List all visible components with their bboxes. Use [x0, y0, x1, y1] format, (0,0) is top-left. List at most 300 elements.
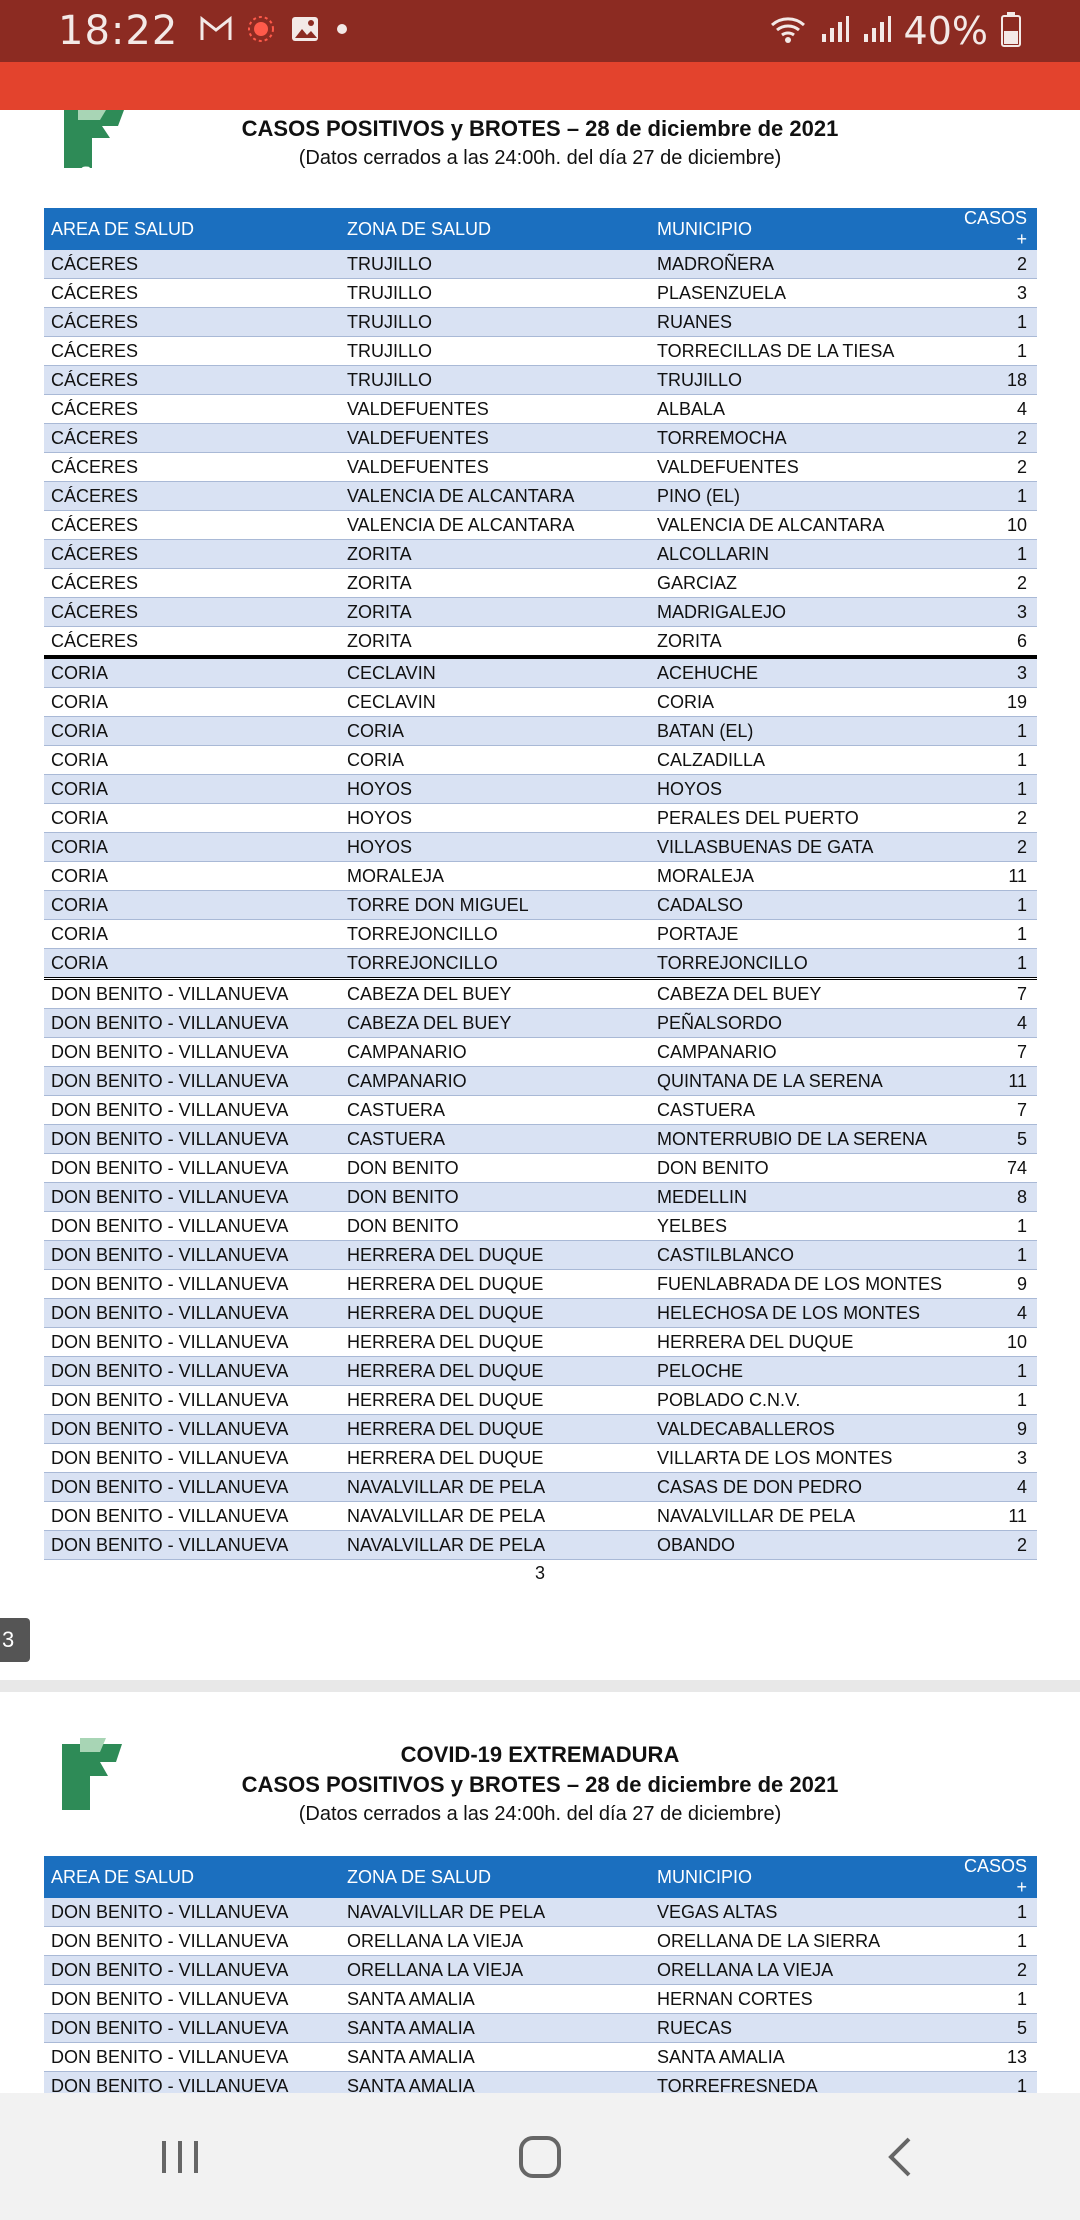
zona-cell: HOYOS [340, 775, 650, 804]
area-cell: DON BENITO - VILLANUEVA [44, 1985, 340, 2014]
area-cell: DON BENITO - VILLANUEVA [44, 1357, 340, 1386]
casos-cell: 11 [946, 1067, 1037, 1096]
page-title: CASOS POSITIVOS y BROTES – 28 de diciembre de 2021 [241, 1772, 839, 1797]
municipio-cell: POBLADO C.N.V. [650, 1386, 946, 1415]
area-cell: DON BENITO - VILLANUEVA [44, 979, 340, 1009]
municipio-cell: OBANDO [650, 1531, 946, 1560]
table-row [44, 891, 1037, 920]
zona-cell: CORIA [340, 717, 650, 746]
area-cell: CORIA [44, 833, 340, 862]
column-header: AREA DE SALUD [44, 208, 340, 250]
zona-cell: HERRERA DEL DUQUE [340, 1415, 650, 1444]
zona-cell: CORIA [340, 746, 650, 775]
casos-cell: 1 [946, 482, 1037, 511]
area-cell: CORIA [44, 920, 340, 949]
table-row [44, 775, 1037, 804]
area-cell: CÁCERES [44, 366, 340, 395]
table-row [44, 979, 1037, 1009]
casos-cell: 2 [946, 424, 1037, 453]
table-row [44, 424, 1037, 453]
area-cell: CORIA [44, 688, 340, 717]
table-row [44, 511, 1037, 540]
casos-cell: 1 [946, 775, 1037, 804]
back-button[interactable] [860, 2117, 940, 2197]
municipio-cell: PINO (EL) [650, 482, 946, 511]
zona-cell: TORREJONCILLO [340, 920, 650, 949]
table-row [44, 1473, 1037, 1502]
area-cell: DON BENITO - VILLANUEVA [44, 1299, 340, 1328]
app-toolbar [0, 62, 1080, 110]
table-row [44, 1299, 1037, 1328]
home-button[interactable] [500, 2117, 580, 2197]
table-row [44, 1985, 1037, 2014]
column-header: CASOS + [946, 208, 1037, 250]
table-row [44, 862, 1037, 891]
table-row [44, 1386, 1037, 1415]
page-indicator-badge[interactable]: 3 [0, 1618, 30, 1662]
municipio-cell: BATAN (EL) [650, 717, 946, 746]
casos-cell: 2 [946, 804, 1037, 833]
cases-table [44, 208, 1037, 1560]
area-cell: DON BENITO - VILLANUEVA [44, 1502, 340, 1531]
casos-cell: 1 [946, 949, 1037, 979]
table-row [44, 688, 1037, 717]
logo-text: SES [80, 163, 117, 182]
table-header-row [44, 208, 1037, 250]
casos-cell: 4 [946, 1009, 1037, 1038]
zona-cell: CASTUERA [340, 1096, 650, 1125]
municipio-cell: TORREJONCILLO [650, 949, 946, 979]
zona-cell: DON BENITO [340, 1183, 650, 1212]
column-header: MUNICIPIO [650, 1856, 946, 1898]
table-row [44, 337, 1037, 366]
zona-cell: HERRERA DEL DUQUE [340, 1328, 650, 1357]
casos-cell: 5 [946, 2014, 1037, 2043]
municipio-cell: ACEHUCHE [650, 657, 946, 688]
municipio-cell: FUENLABRADA DE LOS MONTES [650, 1270, 946, 1299]
municipio-cell: VILLASBUENAS DE GATA [650, 833, 946, 862]
casos-cell: 2 [946, 569, 1037, 598]
casos-cell: 8 [946, 1183, 1037, 1212]
table-row [44, 1531, 1037, 1560]
area-cell: CORIA [44, 891, 340, 920]
municipio-cell: PEÑALSORDO [650, 1009, 946, 1038]
area-cell: CÁCERES [44, 308, 340, 337]
municipio-cell: VALDECABALLEROS [650, 1415, 946, 1444]
table-row [44, 1357, 1037, 1386]
zona-cell: TRUJILLO [340, 279, 650, 308]
casos-cell: 4 [946, 1299, 1037, 1328]
zona-cell: CABEZA DEL BUEY [340, 979, 650, 1009]
gmail-icon [200, 16, 232, 46]
table-row [44, 1067, 1037, 1096]
casos-cell: 18 [946, 366, 1037, 395]
area-cell: DON BENITO - VILLANUEVA [44, 1531, 340, 1560]
table-row [44, 746, 1037, 775]
casos-cell: 1 [946, 746, 1037, 775]
zona-cell: HERRERA DEL DUQUE [340, 1386, 650, 1415]
casos-cell: 2 [946, 833, 1037, 862]
municipio-cell: PORTAJE [650, 920, 946, 949]
zona-cell: SANTA AMALIA [340, 1985, 650, 2014]
municipio-cell: MADRIGALEJO [650, 598, 946, 627]
municipio-cell: VALDEFUENTES [650, 453, 946, 482]
table-row [44, 627, 1037, 658]
municipio-cell: CADALSO [650, 891, 946, 920]
zona-cell: NAVALVILLAR DE PELA [340, 1502, 650, 1531]
casos-cell: 5 [946, 1125, 1037, 1154]
page-title: CASOS POSITIVOS y BROTES – 28 de diciembre de 2021 [241, 116, 839, 141]
zona-cell: SANTA AMALIA [340, 2043, 650, 2072]
municipio-cell: MORALEJA [650, 862, 946, 891]
municipio-cell: MEDELLIN [650, 1183, 946, 1212]
casos-cell: 11 [946, 1502, 1037, 1531]
table-row [44, 598, 1037, 627]
zona-cell: NAVALVILLAR DE PELA [340, 1898, 650, 1927]
municipio-cell: HERRERA DEL DUQUE [650, 1328, 946, 1357]
area-cell: DON BENITO - VILLANUEVA [44, 1444, 340, 1473]
zona-cell: TRUJILLO [340, 337, 650, 366]
page-divider [0, 1680, 1080, 1692]
area-cell: CORIA [44, 657, 340, 688]
municipio-cell: HELECHOSA DE LOS MONTES [650, 1299, 946, 1328]
area-cell: CÁCERES [44, 453, 340, 482]
casos-cell: 9 [946, 1270, 1037, 1299]
zona-cell: TORRE DON MIGUEL [340, 891, 650, 920]
casos-cell: 1 [946, 1927, 1037, 1956]
zona-cell: HERRERA DEL DUQUE [340, 1241, 650, 1270]
casos-cell: 1 [946, 1985, 1037, 2014]
zona-cell: CAMPANARIO [340, 1067, 650, 1096]
casos-cell: 1 [946, 1898, 1037, 1927]
area-cell: DON BENITO - VILLANUEVA [44, 1386, 340, 1415]
notification-dot-icon [246, 14, 276, 48]
table-row [44, 1125, 1037, 1154]
zona-cell: HERRERA DEL DUQUE [340, 1444, 650, 1473]
municipio-cell: CABEZA DEL BUEY [650, 979, 946, 1009]
casos-cell: 3 [946, 279, 1037, 308]
zona-cell: HERRERA DEL DUQUE [340, 1299, 650, 1328]
municipio-cell: PLASENZUELA [650, 279, 946, 308]
zona-cell: SANTA AMALIA [340, 2072, 650, 2094]
zona-cell: TRUJILLO [340, 250, 650, 279]
casos-cell: 3 [946, 1444, 1037, 1473]
municipio-cell: MADROÑERA [650, 250, 946, 279]
table-row [44, 366, 1037, 395]
area-cell: CÁCERES [44, 250, 340, 279]
zona-cell: ORELLANA LA VIEJA [340, 1956, 650, 1985]
area-cell: DON BENITO - VILLANUEVA [44, 2014, 340, 2043]
zona-cell: HOYOS [340, 833, 650, 862]
area-cell: DON BENITO - VILLANUEVA [44, 1898, 340, 1927]
table-row [44, 1241, 1037, 1270]
municipio-cell: DON BENITO [650, 1154, 946, 1183]
area-cell: DON BENITO - VILLANUEVA [44, 1067, 340, 1096]
table-row [44, 1956, 1037, 1985]
municipio-cell: VILLARTA DE LOS MONTES [650, 1444, 946, 1473]
column-header: ZONA DE SALUD [340, 1856, 650, 1898]
area-cell: CORIA [44, 717, 340, 746]
recent-apps-button[interactable] [140, 2117, 220, 2197]
cases-table [44, 1856, 1037, 2093]
table-row [44, 540, 1037, 569]
zona-cell: VALDEFUENTES [340, 395, 650, 424]
area-cell: CÁCERES [44, 569, 340, 598]
table-row [44, 1415, 1037, 1444]
column-header: ZONA DE SALUD [340, 208, 650, 250]
area-cell: CÁCERES [44, 337, 340, 366]
table-row [44, 1502, 1037, 1531]
area-cell: DON BENITO - VILLANUEVA [44, 1038, 340, 1067]
municipio-cell: TORREFRESNEDA [650, 2072, 946, 2094]
area-cell: DON BENITO - VILLANUEVA [44, 1415, 340, 1444]
table-row [44, 1183, 1037, 1212]
municipio-cell: PERALES DEL PUERTO [650, 804, 946, 833]
zona-cell: HERRERA DEL DUQUE [340, 1270, 650, 1299]
casos-cell: 1 [946, 717, 1037, 746]
zona-cell: MORALEJA [340, 862, 650, 891]
casos-cell: 2 [946, 453, 1037, 482]
municipio-cell: CORIA [650, 688, 946, 717]
zona-cell: ZORITA [340, 569, 650, 598]
municipio-cell: ZORITA [650, 627, 946, 658]
table-row [44, 2043, 1037, 2072]
area-cell: DON BENITO - VILLANUEVA [44, 2043, 340, 2072]
casos-cell: 1 [946, 540, 1037, 569]
casos-cell: 3 [946, 598, 1037, 627]
casos-cell: 1 [946, 337, 1037, 366]
municipio-cell: SANTA AMALIA [650, 2043, 946, 2072]
area-cell: DON BENITO - VILLANUEVA [44, 1009, 340, 1038]
document-page [0, 110, 1080, 1680]
column-header: MUNICIPIO [650, 208, 946, 250]
area-cell: CORIA [44, 862, 340, 891]
table-row [44, 833, 1037, 862]
status-time: 18:22 [58, 8, 179, 54]
table-row [44, 1154, 1037, 1183]
casos-cell: 1 [946, 1241, 1037, 1270]
casos-cell: 4 [946, 1473, 1037, 1502]
table-row [44, 395, 1037, 424]
zona-cell: TRUJILLO [340, 366, 650, 395]
area-cell: DON BENITO - VILLANUEVA [44, 1212, 340, 1241]
table-row [44, 804, 1037, 833]
area-cell: DON BENITO - VILLANUEVA [44, 1183, 340, 1212]
zona-cell: VALENCIA DE ALCANTARA [340, 511, 650, 540]
area-cell: CORIA [44, 746, 340, 775]
page-heading: COVID-19 EXTREMADURA [400, 1742, 680, 1767]
table-row [44, 1009, 1037, 1038]
municipio-cell: TORREMOCHA [650, 424, 946, 453]
table-row [44, 657, 1037, 688]
table-row [44, 1328, 1037, 1357]
area-cell: DON BENITO - VILLANUEVA [44, 1473, 340, 1502]
municipio-cell: TRUJILLO [650, 366, 946, 395]
municipio-cell: VEGAS ALTAS [650, 1898, 946, 1927]
casos-cell: 10 [946, 1328, 1037, 1357]
table-row [44, 920, 1037, 949]
casos-cell: 9 [946, 1415, 1037, 1444]
municipio-cell: TORRECILLAS DE LA TIESA [650, 337, 946, 366]
municipio-cell: YELBES [650, 1212, 946, 1241]
table-row [44, 1096, 1037, 1125]
zona-cell: VALDEFUENTES [340, 424, 650, 453]
area-cell: CÁCERES [44, 424, 340, 453]
zona-cell: HOYOS [340, 804, 650, 833]
area-cell: CÁCERES [44, 395, 340, 424]
table-row [44, 1212, 1037, 1241]
casos-cell: 74 [946, 1154, 1037, 1183]
municipio-cell: ORELLANA LA VIEJA [650, 1956, 946, 1985]
document-viewer[interactable] [0, 110, 1080, 2093]
zona-cell: ZORITA [340, 598, 650, 627]
area-cell: CÁCERES [44, 598, 340, 627]
table-row [44, 717, 1037, 746]
recent-apps-icon [158, 2137, 202, 2177]
zona-cell: CABEZA DEL BUEY [340, 1009, 650, 1038]
logo-text: SES [78, 1807, 115, 1826]
area-cell: CORIA [44, 775, 340, 804]
battery-percent: 40% [903, 9, 988, 53]
area-cell: CÁCERES [44, 627, 340, 658]
area-cell: DON BENITO - VILLANUEVA [44, 1328, 340, 1357]
municipio-cell: MONTERRUBIO DE LA SERENA [650, 1125, 946, 1154]
area-cell: DON BENITO - VILLANUEVA [44, 1096, 340, 1125]
zona-cell: TORREJONCILLO [340, 949, 650, 979]
area-cell: DON BENITO - VILLANUEVA [44, 1270, 340, 1299]
municipio-cell: RUECAS [650, 2014, 946, 2043]
table-row [44, 949, 1037, 979]
table-row [44, 279, 1037, 308]
wifi-icon [768, 13, 808, 49]
page-subtitle: (Datos cerrados a las 24:00h. del día 27 de diciembre) [298, 1803, 782, 1825]
municipio-cell: ORELLANA DE LA SIERRA [650, 1927, 946, 1956]
area-cell: DON BENITO - VILLANUEVA [44, 2072, 340, 2094]
casos-cell: 2 [946, 250, 1037, 279]
zona-cell: ORELLANA LA VIEJA [340, 1927, 650, 1956]
casos-cell: 7 [946, 1038, 1037, 1067]
casos-cell: 7 [946, 1096, 1037, 1125]
casos-cell: 4 [946, 395, 1037, 424]
area-cell: DON BENITO - VILLANUEVA [44, 1125, 340, 1154]
municipio-cell: QUINTANA DE LA SERENA [650, 1067, 946, 1096]
table-row [44, 250, 1037, 279]
zona-cell: ZORITA [340, 627, 650, 658]
area-cell: CÁCERES [44, 482, 340, 511]
column-header: AREA DE SALUD [44, 1856, 340, 1898]
municipio-cell: RUANES [650, 308, 946, 337]
municipio-cell: CALZADILLA [650, 746, 946, 775]
municipio-cell: HOYOS [650, 775, 946, 804]
municipio-cell: HERNAN CORTES [650, 1985, 946, 2014]
back-icon [885, 2135, 915, 2179]
navigation-bar [0, 2093, 1080, 2220]
area-cell: DON BENITO - VILLANUEVA [44, 1154, 340, 1183]
casos-cell: 19 [946, 688, 1037, 717]
table-row [44, 1898, 1037, 1927]
casos-cell: 2 [946, 1956, 1037, 1985]
page-number: 3 [534, 1563, 545, 1583]
area-cell: CÁCERES [44, 540, 340, 569]
casos-cell: 1 [946, 891, 1037, 920]
zona-cell: SANTA AMALIA [340, 2014, 650, 2043]
casos-cell: 2 [946, 1531, 1037, 1560]
zona-cell: NAVALVILLAR DE PELA [340, 1473, 650, 1502]
battery-icon [1000, 11, 1022, 51]
zona-cell: DON BENITO [340, 1212, 650, 1241]
column-header: CASOS + [946, 1856, 1037, 1898]
casos-cell: 11 [946, 862, 1037, 891]
table-row [44, 1444, 1037, 1473]
municipio-cell: PELOCHE [650, 1357, 946, 1386]
zona-cell: CASTUERA [340, 1125, 650, 1154]
zona-cell: DON BENITO [340, 1154, 650, 1183]
table-row [44, 1270, 1037, 1299]
signal-icon [862, 14, 892, 48]
status-bar [0, 0, 1080, 62]
area-cell: CÁCERES [44, 279, 340, 308]
municipio-cell: VALENCIA DE ALCANTARA [650, 511, 946, 540]
area-cell: DON BENITO - VILLANUEVA [44, 1956, 340, 1985]
zona-cell: CECLAVIN [340, 688, 650, 717]
zona-cell: VALDEFUENTES [340, 453, 650, 482]
casos-cell: 1 [946, 2072, 1037, 2094]
signal-icon [820, 14, 850, 48]
area-cell: DON BENITO - VILLANUEVA [44, 1927, 340, 1956]
casos-cell: 13 [946, 2043, 1037, 2072]
area-cell: DON BENITO - VILLANUEVA [44, 1241, 340, 1270]
municipio-cell: CASTUERA [650, 1096, 946, 1125]
casos-cell: 1 [946, 1357, 1037, 1386]
table-header-row [44, 1856, 1037, 1898]
municipio-cell: CASTILBLANCO [650, 1241, 946, 1270]
casos-cell: 1 [946, 920, 1037, 949]
municipio-cell: ALBALA [650, 395, 946, 424]
table-row [44, 569, 1037, 598]
municipio-cell: GARCIAZ [650, 569, 946, 598]
home-icon [517, 2134, 563, 2180]
table-row [44, 482, 1037, 511]
casos-cell: 1 [946, 1386, 1037, 1415]
gallery-icon [290, 15, 320, 47]
table-row [44, 453, 1037, 482]
casos-cell: 1 [946, 1212, 1037, 1241]
document-page [0, 1692, 1080, 2093]
area-cell: CORIA [44, 949, 340, 979]
zona-cell: VALENCIA DE ALCANTARA [340, 482, 650, 511]
casos-cell: 6 [946, 627, 1037, 658]
zona-cell: CAMPANARIO [340, 1038, 650, 1067]
municipio-cell: NAVALVILLAR DE PELA [650, 1502, 946, 1531]
zona-cell: CECLAVIN [340, 657, 650, 688]
table-row [44, 2072, 1037, 2094]
municipio-cell: CAMPANARIO [650, 1038, 946, 1067]
table-row [44, 1927, 1037, 1956]
area-cell: CORIA [44, 804, 340, 833]
area-cell: CÁCERES [44, 511, 340, 540]
table-row [44, 1038, 1037, 1067]
municipio-cell: ALCOLLARIN [650, 540, 946, 569]
casos-cell: 3 [946, 657, 1037, 688]
more-dot-icon [334, 21, 350, 41]
municipio-cell: CASAS DE DON PEDRO [650, 1473, 946, 1502]
casos-cell: 7 [946, 979, 1037, 1009]
page-subtitle: (Datos cerrados a las 24:00h. del día 27 de diciembre) [298, 147, 782, 169]
zona-cell: NAVALVILLAR DE PELA [340, 1531, 650, 1560]
casos-cell: 10 [946, 511, 1037, 540]
zona-cell: ZORITA [340, 540, 650, 569]
table-row [44, 2014, 1037, 2043]
